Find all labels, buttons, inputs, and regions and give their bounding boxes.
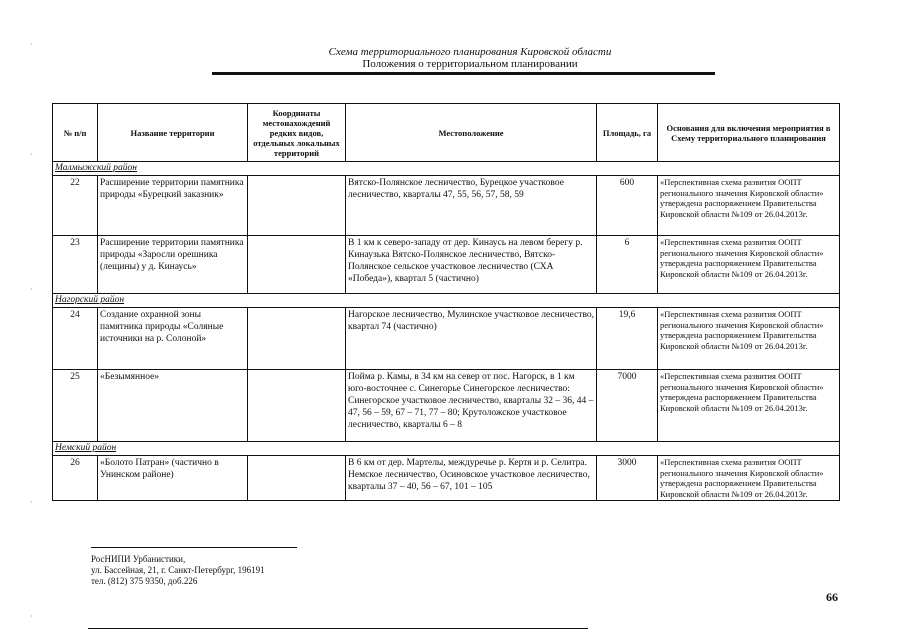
coordinates-cell: [248, 176, 346, 236]
region-name: Малмыжский район: [53, 162, 840, 176]
margin-tick: ·: [30, 612, 33, 621]
table-row: [53, 176, 840, 236]
region-name: Немский район: [53, 442, 840, 456]
page-number: 66: [826, 590, 838, 604]
column-header-basis: Основания для включения мероприятия в Схему территориального планирования: [658, 104, 840, 162]
location-cell: В 6 км от дер. Мартелы, междуречье р. Кертя и р. Селитра. Немское лесничество, Осиновское участковое лесничество, кварталы 37 – 40, 56 – 67, 101 – 105: [346, 456, 597, 501]
margin-tick: ·: [30, 40, 33, 49]
table-header-row: [53, 104, 840, 162]
location-cell: Вятско-Полянское лесничество, Бурецкое участковое лесничество, кварталы 47, 55, 56, 57, 58, 59: [346, 176, 597, 236]
column-header-area: Площадь, га: [597, 104, 658, 162]
region-row: [53, 442, 840, 456]
basis-cell: «Перспективная схема развития ООПТ регионального значения Кировской области» утверждена распоряжением Правительства Кировской области №109 от 26.04.2013г.: [658, 308, 840, 370]
footer-organization: РосНИПИ Урбанистики,: [91, 554, 186, 564]
row-number: 22: [53, 176, 98, 236]
territory-name: Расширение территории памятника природы «Бурецкий заказник»: [98, 176, 248, 236]
row-number: 26: [53, 456, 98, 501]
row-number: 25: [53, 370, 98, 442]
footer-address: ул. Бассейная, 21, г. Санкт-Петербург, 196191: [91, 565, 265, 575]
region-row: [53, 162, 840, 176]
table-row: [53, 456, 840, 501]
bottom-rule: [88, 628, 588, 629]
margin-tick: ·: [30, 150, 33, 159]
region-name: Нагорский район: [53, 294, 840, 308]
area-cell: 600: [597, 176, 658, 236]
table-row: [53, 308, 840, 370]
basis-cell: «Перспективная схема развития ООПТ регионального значения Кировской области» утверждена распоряжением Правительства Кировской области №109 от 26.04.2013г.: [658, 236, 840, 294]
document-subtitle: Положения о территориальном планировании: [362, 58, 578, 70]
header-rule: [212, 72, 715, 75]
table-row: [53, 370, 840, 442]
territory-name: Расширение территории памятника природы «Заросли орешника (лещины) у д. Кинаусь»: [98, 236, 248, 294]
coordinates-cell: [248, 370, 346, 442]
area-cell: 19,6: [597, 308, 658, 370]
footer-block: [91, 554, 265, 587]
document-title: Схема территориального планирования Кировской области: [328, 46, 612, 58]
row-number: 24: [53, 308, 98, 370]
margin-tick: ·: [30, 285, 33, 294]
territory-name: «Болото Патран» (частично в Унинском районе): [98, 456, 248, 501]
territory-name: Создание охранной зоны памятника природы «Соляные источники на р. Солоной»: [98, 308, 248, 370]
footer-rule: [91, 547, 297, 548]
coordinates-cell: [248, 236, 346, 294]
area-cell: 6: [597, 236, 658, 294]
coordinates-cell: [248, 308, 346, 370]
table-row: [53, 236, 840, 294]
location-cell: Пойма р. Камы, в 34 км на север от пос. Нагорск, в 1 км юго-восточнее с. Синегорье Синегорское лесничество: Синегорское участковое лесничество, кварталы 32 – 36, 44 – 47, 56 – 59, 67 – 71, 77 – 80; Крутоложское участковое лесничество, кварталы 6 – 8: [346, 370, 597, 442]
area-cell: 7000: [597, 370, 658, 442]
basis-cell: «Перспективная схема развития ООПТ регионального значения Кировской области» утверждена распоряжением Правительства Кировской области №109 от 26.04.2013г.: [658, 176, 840, 236]
location-cell: В 1 км к северо-западу от дер. Кинаусь на левом берегу р. Кинаузька Вятско-Полянское лесничество, Вятско-Полянское сельское участковое лесничество (СХА «Победа»), квартал 5 (частично): [346, 236, 597, 294]
location-cell: Нагорское лесничество, Мулинское участковое лесничество, квартал 74 (частично): [346, 308, 597, 370]
row-number: 23: [53, 236, 98, 294]
area-cell: 3000: [597, 456, 658, 501]
column-header-number: № п/п: [53, 104, 98, 162]
column-header-name: Название территории: [98, 104, 248, 162]
margin-tick: ·: [30, 498, 33, 507]
coordinates-cell: [248, 456, 346, 501]
territory-name: «Безымянное»: [98, 370, 248, 442]
column-header-coordinates: Координаты местонахождений редких видов, отдельных локальных территорий: [248, 104, 346, 162]
basis-cell: «Перспективная схема развития ООПТ регионального значения Кировской области» утверждена распоряжением Правительства Кировской области №109 от 26.04.2013г.: [658, 370, 840, 442]
planning-table: [52, 103, 840, 501]
region-row: [53, 294, 840, 308]
footer-phone: тел. (812) 375 9350, доб.226: [91, 576, 198, 586]
basis-cell: «Перспективная схема развития ООПТ регионального значения Кировской области» утверждена распоряжением Правительства Кировской области №109 от 26.04.2013г.: [658, 456, 840, 501]
column-header-location: Местоположение: [346, 104, 597, 162]
